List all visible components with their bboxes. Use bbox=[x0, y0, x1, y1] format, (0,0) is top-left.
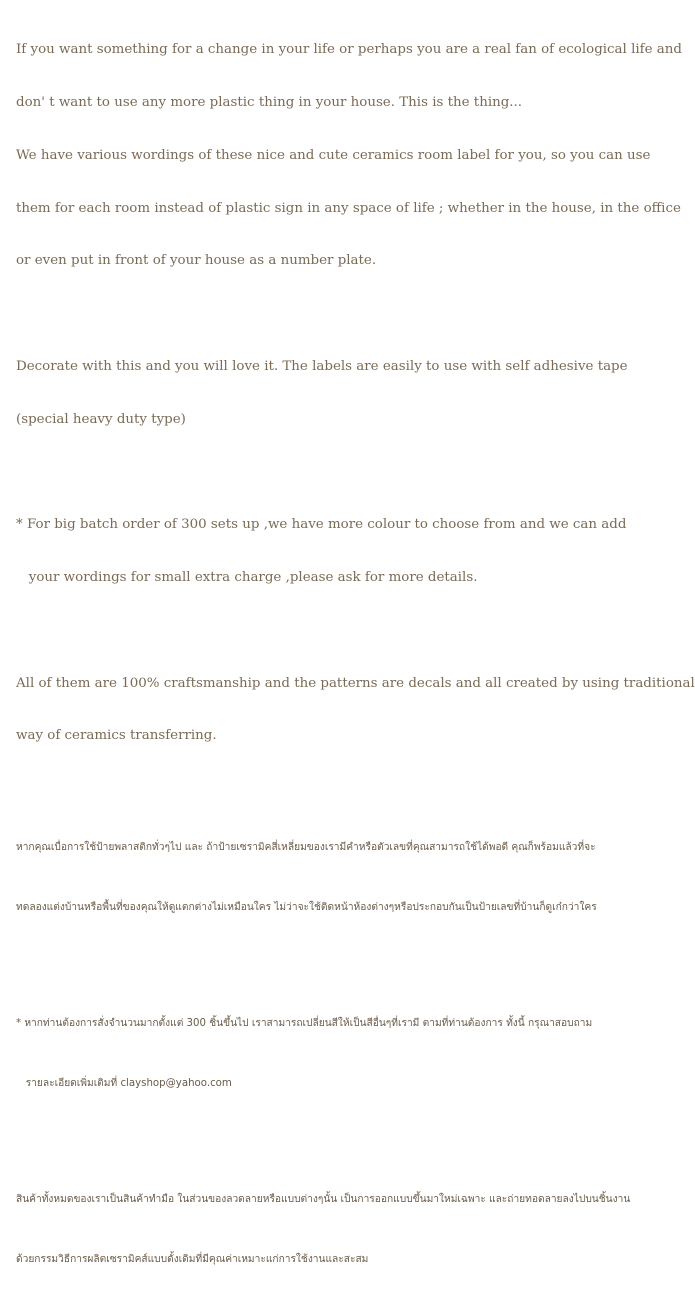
text-line: ด้วยกรรมวิธีการผลิตเซรามิคส์แบบดั้งเดิมที่มีคุณค่าเหมาะแก่การใช้งานและสะสม bbox=[16, 1254, 369, 1266]
text-line: We have various wordings of these nice and cute ceramics room label for you, so you can use bbox=[16, 147, 651, 163]
text-line: If you want something for a change in your life or perhaps you are a real fan of ecological life and bbox=[16, 42, 682, 58]
english-paragraph-intro bbox=[16, 6, 682, 305]
thai-paragraph-craftsmanship bbox=[16, 1150, 656, 1310]
text-line: your wordings for small extra charge ,please ask for more details. bbox=[16, 570, 478, 585]
text-line: (special heavy duty type) bbox=[16, 411, 186, 427]
text-line: รายละเอียดเพิ่มเติมที่ clayshop@yahoo.com bbox=[16, 1078, 232, 1090]
text-line: way of ceramics transferring. bbox=[16, 728, 217, 744]
text-line: them for each room instead of plastic sign in any space of life ; whether in the house, in the office bbox=[16, 200, 681, 216]
text-line: don' t want to use any more plastic thing in your house. This is the thing... bbox=[16, 94, 523, 110]
text-line: or even put in front of your house as a number plate. bbox=[16, 253, 377, 269]
text-line: * หากท่านต้องการสั่งจำนวนมากตั้งแต่ 300 ชิ้นขึ้นไป เราสามารถเปลี่ยนสีให้เป็นสีอื่นๆที่เรามี ตามที่ท่านต้องการ ทั้งนี้ กรุณาสอบถาม bbox=[16, 1018, 593, 1030]
text-line: หากคุณเบื่อการใช้ป้ายพลาสติกทั่วๆไป และ ถ้าป้ายเซรามิคสี่เหลี่ยมของเรามีคำหรือตัวเลขที่คุณสามารถใช้ได้พอดี คุณก็พร้อมแล้วที่จะ bbox=[16, 842, 596, 854]
thai-paragraph-intro bbox=[16, 798, 656, 958]
english-paragraph-craftsmanship bbox=[16, 639, 695, 780]
english-paragraph-usage bbox=[16, 323, 656, 464]
text-line: * For big batch order of 300 sets up ,we have more colour to choose from and we can add bbox=[16, 517, 627, 533]
text-line: Decorate with this and you will love it. The labels are easily to use with self adhesive tape bbox=[16, 358, 628, 374]
text-line: สินค้าทั้งหมดของเราเป็นสินค้าทำมือ ในส่วนของลวดลายหรือแบบต่างๆนั้น เป็นการออกแบบขึ้นมาใหม่เฉพาะ และถ่ายทอดลายลงไปบนชิ้นงาน bbox=[16, 1194, 631, 1206]
text-line: ทดลองแต่งบ้านหรือพื้นที่ของคุณให้ดูแตกต่างไม่เหมือนใคร ไม่ว่าจะใช้ติดหน้าห้องต่างๆหรือประกอบกันเป็นป้ายเลขที่บ้านก็ดูเก๋กว่าใคร bbox=[16, 902, 597, 914]
text-line: All of them are 100% craftsmanship and the patterns are decals and all created by using traditional bbox=[16, 675, 695, 691]
english-paragraph-bulk-order bbox=[16, 481, 656, 622]
thai-paragraph-bulk-order bbox=[16, 974, 656, 1134]
product-description bbox=[16, 6, 695, 1310]
